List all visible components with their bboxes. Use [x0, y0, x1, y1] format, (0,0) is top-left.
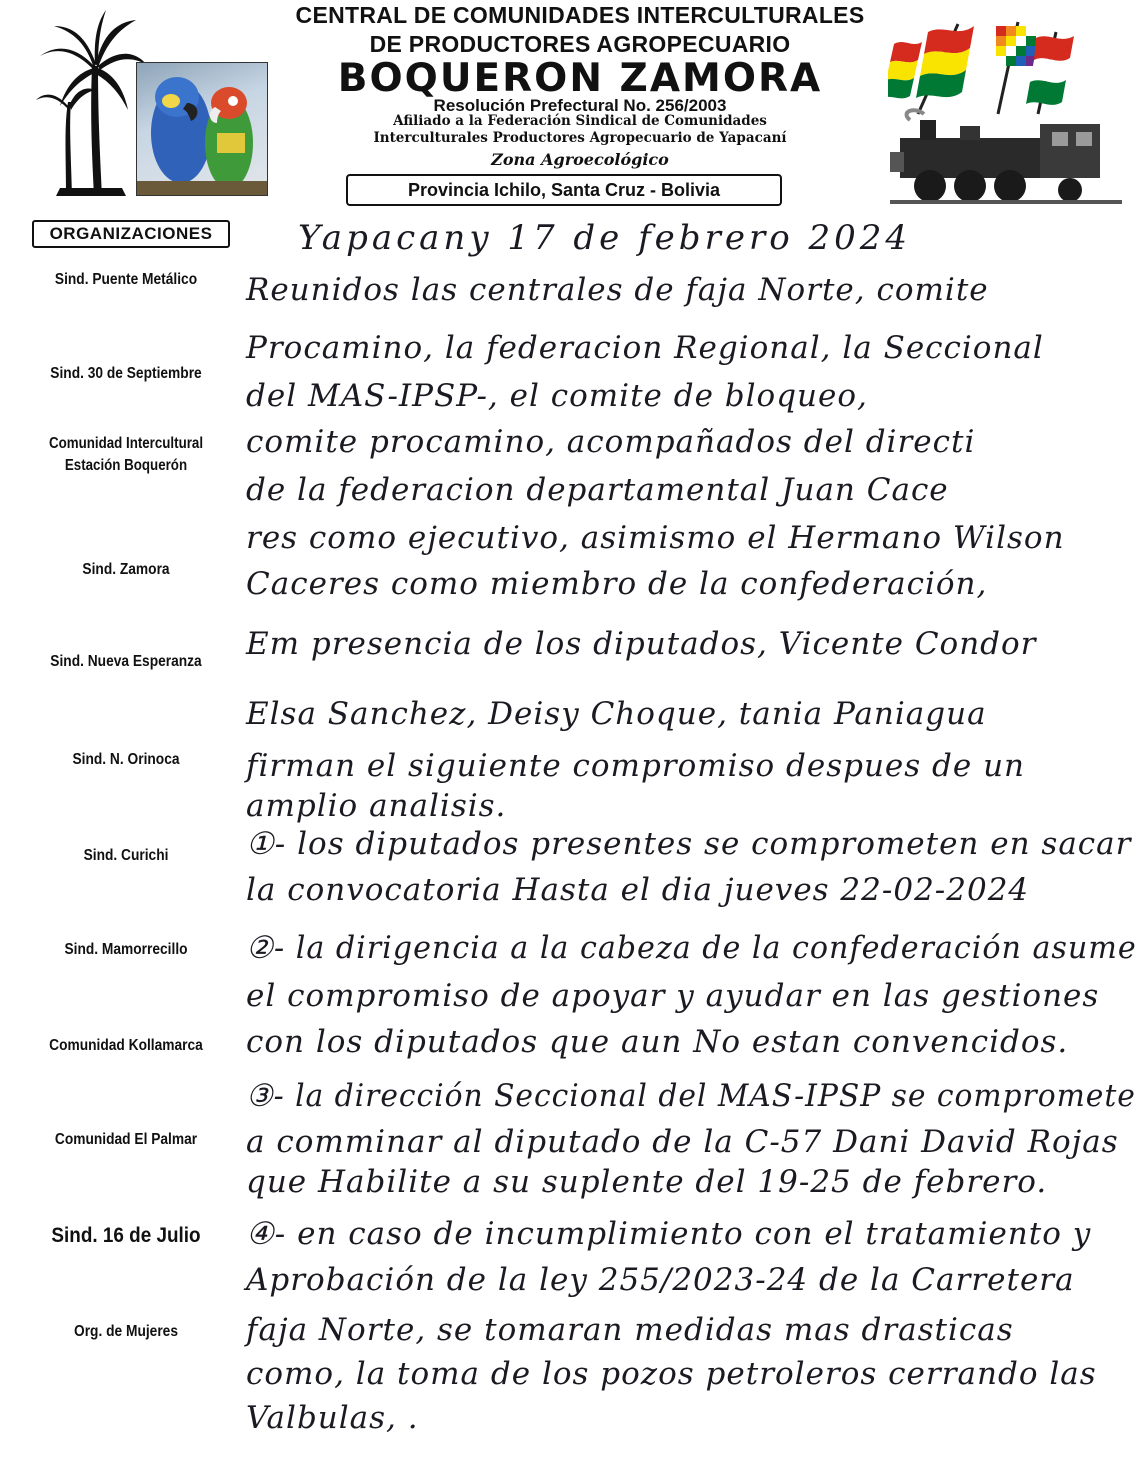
letter-line-6: res como ejecutivo, asimismo el Hermano Wilson	[246, 520, 1065, 556]
letter-line-4: comite procamino, acompañados del directi	[246, 424, 976, 460]
letter-line-1: Reunidos las centrales de faja Norte, comite	[246, 272, 989, 308]
organizations-title: ORGANIZACIONES	[32, 220, 230, 248]
org-mamorrecillo: Sind. Mamorrecillo	[64, 941, 188, 958]
org-puente-metalico: Sind. Puente Metálico	[54, 271, 198, 288]
letter-item-4-line-4: como, la toma de los pozos petroleros cerrando las	[246, 1356, 1097, 1392]
province-box: Provincia Ichilo, Santa Cruz - Bolivia	[346, 174, 782, 206]
letter-line-7: Caceres como miembro de la confederación,	[246, 566, 988, 602]
org-n-orinoca: Sind. N. Orinoca	[72, 751, 180, 768]
letter-line-9: Elsa Sanchez, Deisy Choque, tania Paniagua	[246, 696, 987, 732]
letter-line-8: Em presencia de los diputados, Vicente Condor	[246, 626, 1037, 662]
letter-item-3-line-1: ③- la dirección Seccional del MAS-IPSP se compromete	[246, 1078, 1136, 1114]
org-16-de-julio: Sind. 16 de Julio	[51, 1224, 201, 1247]
org-de-mujeres: Org. de Mujeres	[73, 1323, 178, 1340]
letter-line-2: Procamino, la federacion Regional, la Seccional	[246, 330, 1044, 366]
letter-item-4-line-5: Valbulas, .	[246, 1400, 419, 1436]
letter-item-3-line-3: que Habilite a su suplente del 19-25 de febrero.	[246, 1164, 1048, 1200]
resolution-text: Resolución Prefectural No. 256/2003	[433, 96, 727, 115]
letter-item-4-line-3: faja Norte, se tomaran medidas mas drasticas	[246, 1312, 1014, 1348]
org-el-palmar: Comunidad El Palmar	[54, 1131, 198, 1148]
letter-item-1-line-1: ①- los diputados presentes se comprometen en sacar	[246, 826, 1132, 862]
letter-item-4-line-2: Aprobación de la ley 255/2023-24 de la Carretera	[246, 1262, 1075, 1298]
letter-item-2-line-2: el compromiso de apoyar y ayudar en las gestiones	[246, 978, 1100, 1014]
letter-line-5: de la federacion departamental Juan Cace	[246, 472, 949, 508]
letter-item-2-line-1: ②- la dirigencia a la cabeza de la confederación asume	[246, 930, 1137, 966]
letter-item-4-line-1: ④- en caso de incumplimiento con el tratamiento y	[246, 1216, 1092, 1252]
org-30-de-septiembre: Sind. 30 de Septiembre	[50, 365, 202, 382]
affiliation-line-2: Interculturales Productores Agropecuario de Yapacaní	[373, 130, 787, 146]
organization-name: BOQUERON ZAMORA	[337, 56, 823, 101]
palm-tree-icon	[36, 6, 146, 196]
letter-item-2-line-3: con los diputados que aun No estan convencidos.	[246, 1024, 1069, 1060]
wiphala-flag-icon	[996, 26, 1036, 66]
org-estacion-boqueron: Estación Boquerón	[64, 457, 188, 474]
header-line-2: DE PRODUCTORES AGROPECUARIO	[369, 31, 791, 57]
letter-date: Yapacany 17 de febrero 2024	[298, 218, 912, 258]
letter-item-3-line-2: a comminar al diputado de la C-57 Dani David Rojas	[246, 1124, 1119, 1160]
header-line-1: CENTRAL DE COMUNIDADES INTERCULTURALES	[295, 2, 865, 28]
letter-line-10: firman el siguiente compromiso despues de un	[246, 748, 1026, 784]
zone-text: Zona Agroecológico	[491, 150, 669, 169]
org-comunidad-intercultural: Comunidad Intercultural	[48, 435, 204, 452]
letter-line-11: amplio analisis.	[246, 788, 507, 824]
letter-item-1-line-2: la convocatoria Hasta el dia jueves 22-02-2024	[246, 872, 1030, 908]
affiliation-line-1: Afiliado a la Federación Sindical de Comunidades	[393, 113, 767, 129]
letter-line-3: del MAS-IPSP-, el comite de bloqueo,	[246, 378, 868, 414]
org-curichi: Sind. Curichi	[83, 847, 169, 864]
org-nueva-esperanza: Sind. Nueva Esperanza	[50, 653, 202, 670]
org-kollamarca: Comunidad Kollamarca	[49, 1037, 203, 1054]
org-zamora: Sind. Zamora	[82, 561, 170, 578]
